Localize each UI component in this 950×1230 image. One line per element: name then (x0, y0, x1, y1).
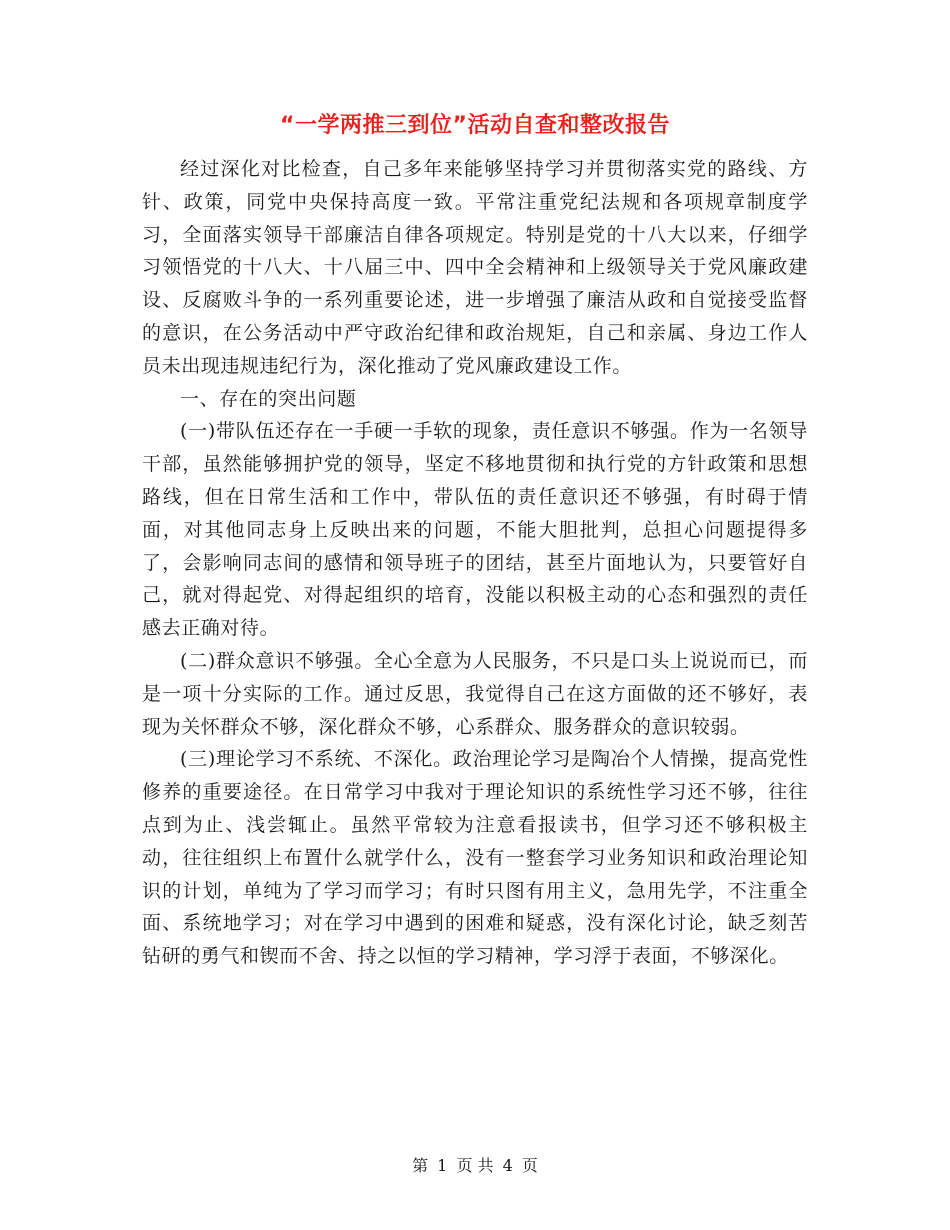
document-title: “一学两推三到位”活动自查和整改报告 (280, 113, 670, 138)
paragraph-problem-3: (三)理论学习不系统、不深化。政治理论学习是陶冶个人情操，提高党性修养的重要途径。在日常学习中我对于理论知识的系统性学习还不够，往往点到为止、浅尝辄止。虽然平常较为注意看报读书，但学习还不够积极主动，往往组织上布置什么就学什么，没有一整套学习业务知识和政治理论知识的计划，单纯为了学习而学习；有时只图有用主义，急用先学，不注重全面、系统地学习；对在学习中遇到的困难和疑惑，没有深化讨论，缺乏刻苦钻研的勇气和锲而不舍、持之以恒的学习精神，学习浮于表面，不够深化。 (142, 748, 808, 968)
section-heading-problems: 一、存在的突出问题 (180, 387, 357, 410)
paragraph-intro: 经过深化对比检查，自己多年来能够坚持学习并贯彻落实党的路线、方针、政策，同党中央保持高度一致。平常注重党纪法规和各项规章制度学习，全面落实领导干部廉洁自律各项规定。特别是党的十八大以来，仔细学习领悟党的十八大、十八届三中、四中全会精神和上级领导关于党风廉政建设、反腐败斗争的一系列重要论述，进一步增强了廉洁从政和自觉接受监督的意识，在公务活动中严守政治纪律和政治规矩，自己和亲属、身边工作人员未出现违规违纪行为，深化推动了党风廉政建设工作。 (142, 158, 808, 377)
paragraph-problem-1: (一)带队伍还存在一手硬一手软的现象，责任意识不够强。作为一名领导干部，虽然能够拥护党的领导，坚定不移地贯彻和执行党的方针政策和思想路线，但在日常生活和工作中，带队伍的责任意识还不够强，有时碍于情面，对其他同志身上反映出来的问题，不能大胆批判，总担心问题提得多了，会影响同志间的感情和领导班子的团结，甚至片面地认为，只要管好自己，就对得起党、对得起组织的培育，没能以积极主动的心态和强烈的责任感去正确对待。 (142, 420, 808, 640)
footer-prefix: 第 (412, 1156, 429, 1175)
footer-suffix: 页 (521, 1156, 538, 1175)
page-footer (0, 1153, 950, 1176)
document-body (142, 153, 808, 973)
footer-current-page: 1 (437, 1156, 448, 1175)
footer-middle: 页 共 (456, 1156, 494, 1175)
paragraph-problem-2: (二)群众意识不够强。全心全意为人民服务，不只是口头上说说而已，而是一项十分实际的工作。通过反思，我觉得自己在这方面做的还不够好，表现为关怀群众不够，深化群众不够，心系群众、服务群众的意识较弱。 (142, 649, 808, 738)
footer-total-pages: 4 (502, 1156, 513, 1175)
